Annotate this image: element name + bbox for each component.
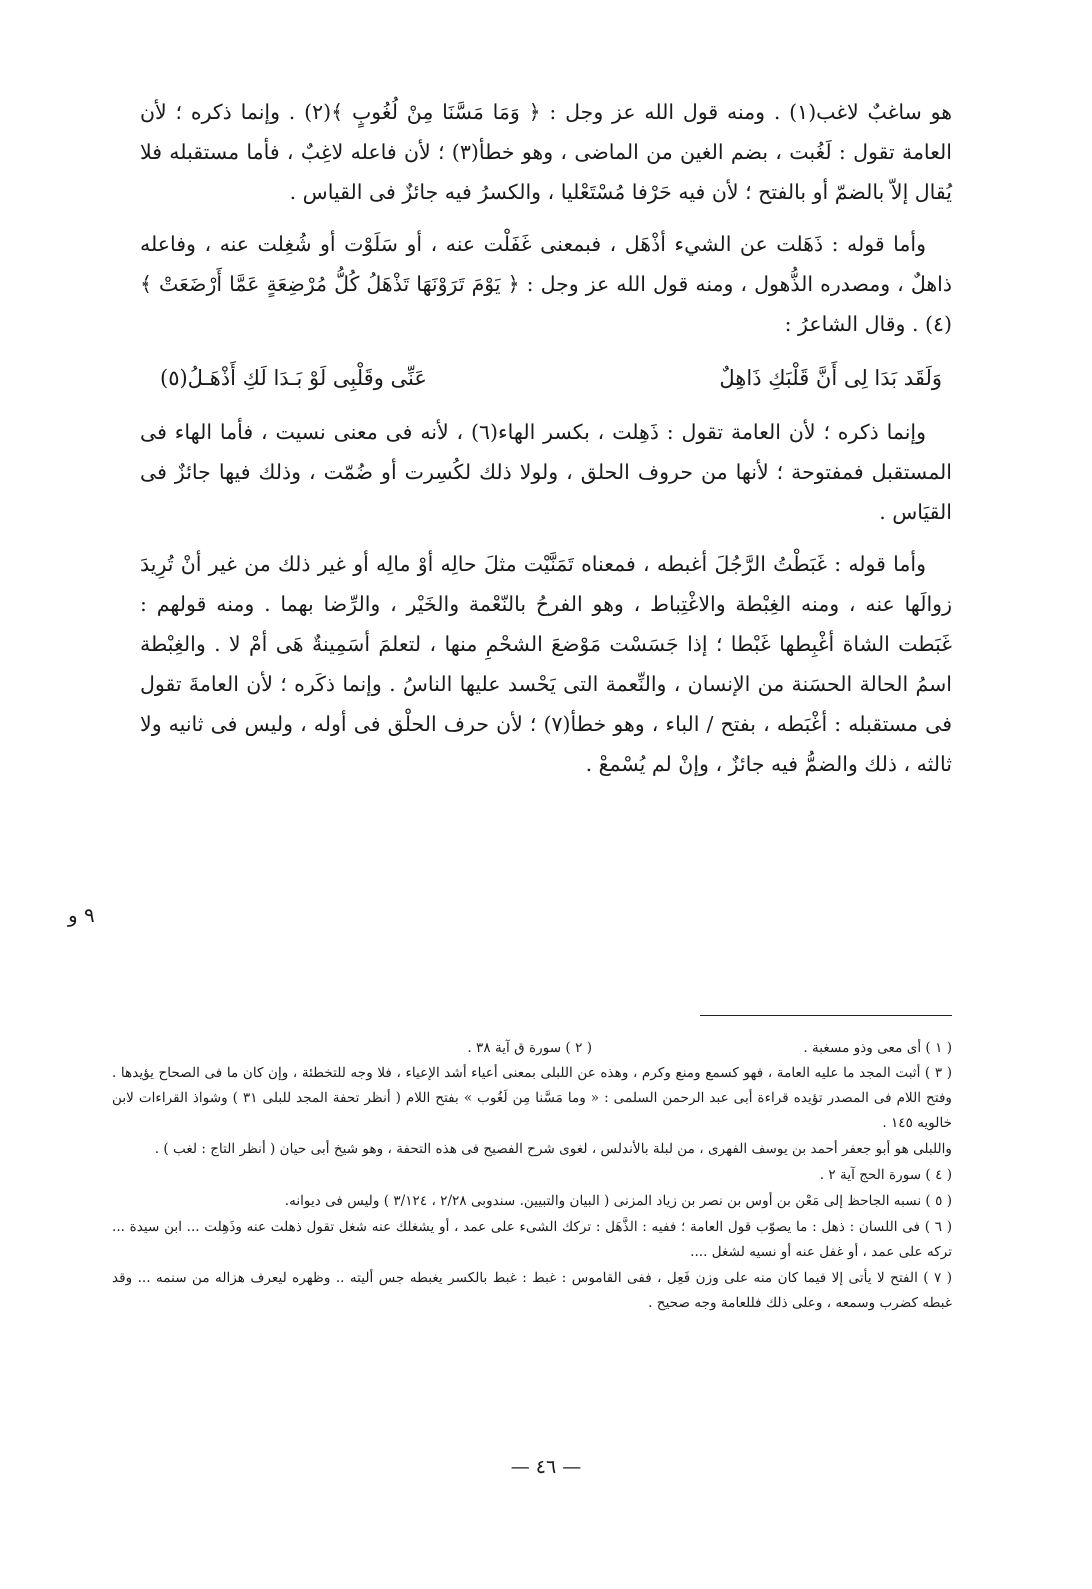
verse-first-hemistich: وَلَقَد بَدَا لِى أَنَّ قَلْبَكِ ذَاهِلٌ — [719, 366, 942, 390]
folio-margin-mark: ٩ و — [68, 903, 95, 927]
footnote-3: ( ٣ ) أثبت المجد ما عليه العامة ، فهو كسمع ومنع وكرم ، وهذه عن اللبلى بمعنى أعياء أشد الإعياء ، فلا وجه للتخطئة ، وإن كان ما فى الصحاح يؤيدها . وفتح اللام فى المصدر تؤيده قراءة أبى عبد الرحمن السلمى : « وما مَسَّنا مِن لَغُوب » بفتح اللام ( أنظر تحفة المجد للبلى ٣١ ) وشواذ القراءات لابن خالويه ١٤٥ . — [112, 1065, 953, 1131]
footnote-2: ( ٢ ) سورة ق آية ٣٨ . — [467, 1040, 592, 1056]
footnote-5: ( ٥ ) نسبه الجاحظ إلى مَعْن بن أوس بن نصر بن زياد المزنى ( البيان والتبيين. سندوبى ٢/٢٨ ، ٣/١٢٤ ) وليس فى ديوانه. — [284, 1193, 952, 1209]
footnote-3-continued: واللبلى هو أبو جعفر أحمد بن يوسف الفهرى ، من لبلة بالأندلس ، لغوى شرح الفصيح فى هذه التحفة ، وهو شيخ أبى حيان ( أنظر التاج : لغب ) . — [154, 1141, 952, 1157]
footnote-1: ( ١ ) أى معى وذو مسغبة . — [803, 1040, 952, 1056]
footnote-6: ( ٦ ) فى اللسان : ذهل : ما يصوّب قول العامة ؛ ففيه : الذَّهَل : تركك الشىء على عمد ، أو يشغلك عنه شغل تقول ذهلت عنه وذَهِلت ... ابن سيدة ... تركه على عمد ، أو غفل عنه أو نسيه لشغل .... — [112, 1219, 952, 1260]
paragraph-2: وأما قوله : ذَهَلت عن الشيء أذْهَل ، فبمعنى غَفَلْت عنه ، أو سَلَوْت أو شُغِلت عنه ، وفاعله ذاهلٌ ، ومصدره الذُّهول ، ومنه قول الله عز وجل : ﴿ يَوْمَ تَرَوْنَهَا تَذْهَلُ كُلُّ مُرْضِعَةٍ عَمَّا أَرْضَعَتْ ﴾(٤) . وقال الشاعرُ : — [140, 232, 952, 336]
paragraph-3: وإنما ذكره ؛ لأن العامة تقول : ذَهِلت ، بكسر الهاء(٦) ، لأنه فى معنى نسيت ، فأما الهاء فى المستقبل فمفتوحة ؛ لأنها من حروف الحلق ، ولولا ذلك لكُسِرت أو ضُمّت ، وذلك فيها جائزٌ فى القيَاس . — [140, 420, 952, 524]
page-number: — ٤٦ — — [510, 1456, 582, 1478]
verse-second-hemistich: عَنِّى وقَلْبِى لَوْ بَـدَا لَكِ أَذْهَـلُ(٥) — [160, 366, 427, 390]
footnote-7: ( ٧ ) الفتح لا يأتى إلا فيما كان منه على وزن فَعِل ، ففى القاموس : غبط : غبط بالكسر يغبطه جس أليته .. وظهره ليعرف هزاله من سنمه ... وقد غبطه كضرب وسمعه ، وعلى ذلك فللعامة وجه صحيح . — [112, 1270, 952, 1311]
paragraph-4: وأما قوله : غَبَطْتُ الرَّجُلَ أغبطه ، فمعناه تَمَنَّيْت مثلَ حالِه أوْ مالِه أو غير ذلك من غير أنْ تُرِيدَ زوالَها عنه ، ومنه الغِبْطة والاغْتِباط ، وهو الفرحُ بالنّعْمة والخَيْر ، والرِّضا بهما . ومنه قولهم : غَبَطت الشاة أغْبِطها غَبْطا ؛ إذا جَسَسْت مَوْضعَ الشحْمِ منها ، لتعلمَ أسَمِينةٌ هَى أمْ لا . والغِبْطة اسمُ الحالة الحسَنة من الإنسان ، والنِّعمة التى يَحْسد عليها الناسُ . وإنما ذكَره ؛ لأن العامةَ تقول فى مستقبله : أغْبَطه ، بفتح / الباء ، وهو خطأ(٧) ؛ لأن حرف الحلْق فى أوله ، وليس فى ثانيه ولا ثالثه ، ذلك والضمُّ فيه جائزٌ ، وإنْ لم يُسْمعْ . — [140, 552, 952, 776]
footnote-4: ( ٤ ) سورة الحج آية ٢ . — [819, 1167, 952, 1183]
paragraph-1: هو ساغبٌ لاغب(١) . ومنه قول الله عز وجل : ﴿ وَمَا مَسَّنَا مِنْ لُغُوبٍ ﴾(٢) . وإنما ذكره ؛ لأن العامة تقول : لَغُبت ، بضم الغين من الماضى ، وهو خطأ(٣) ؛ لأن فاعله لاغِبٌ ، فأما مستقبله فلا يُقال إلاّ بالضمّ أو بالفتح ؛ لأن فيه حَرْفا مُسْتَعْليا ، والكسرُ فيه جائزٌ فى القياس . — [140, 100, 953, 204]
footnotes — [112, 1036, 952, 1317]
main-text — [140, 92, 952, 796]
footnote-row-1-2 — [112, 1036, 952, 1061]
footnote-divider — [700, 1015, 952, 1016]
poem-verse — [160, 356, 942, 400]
